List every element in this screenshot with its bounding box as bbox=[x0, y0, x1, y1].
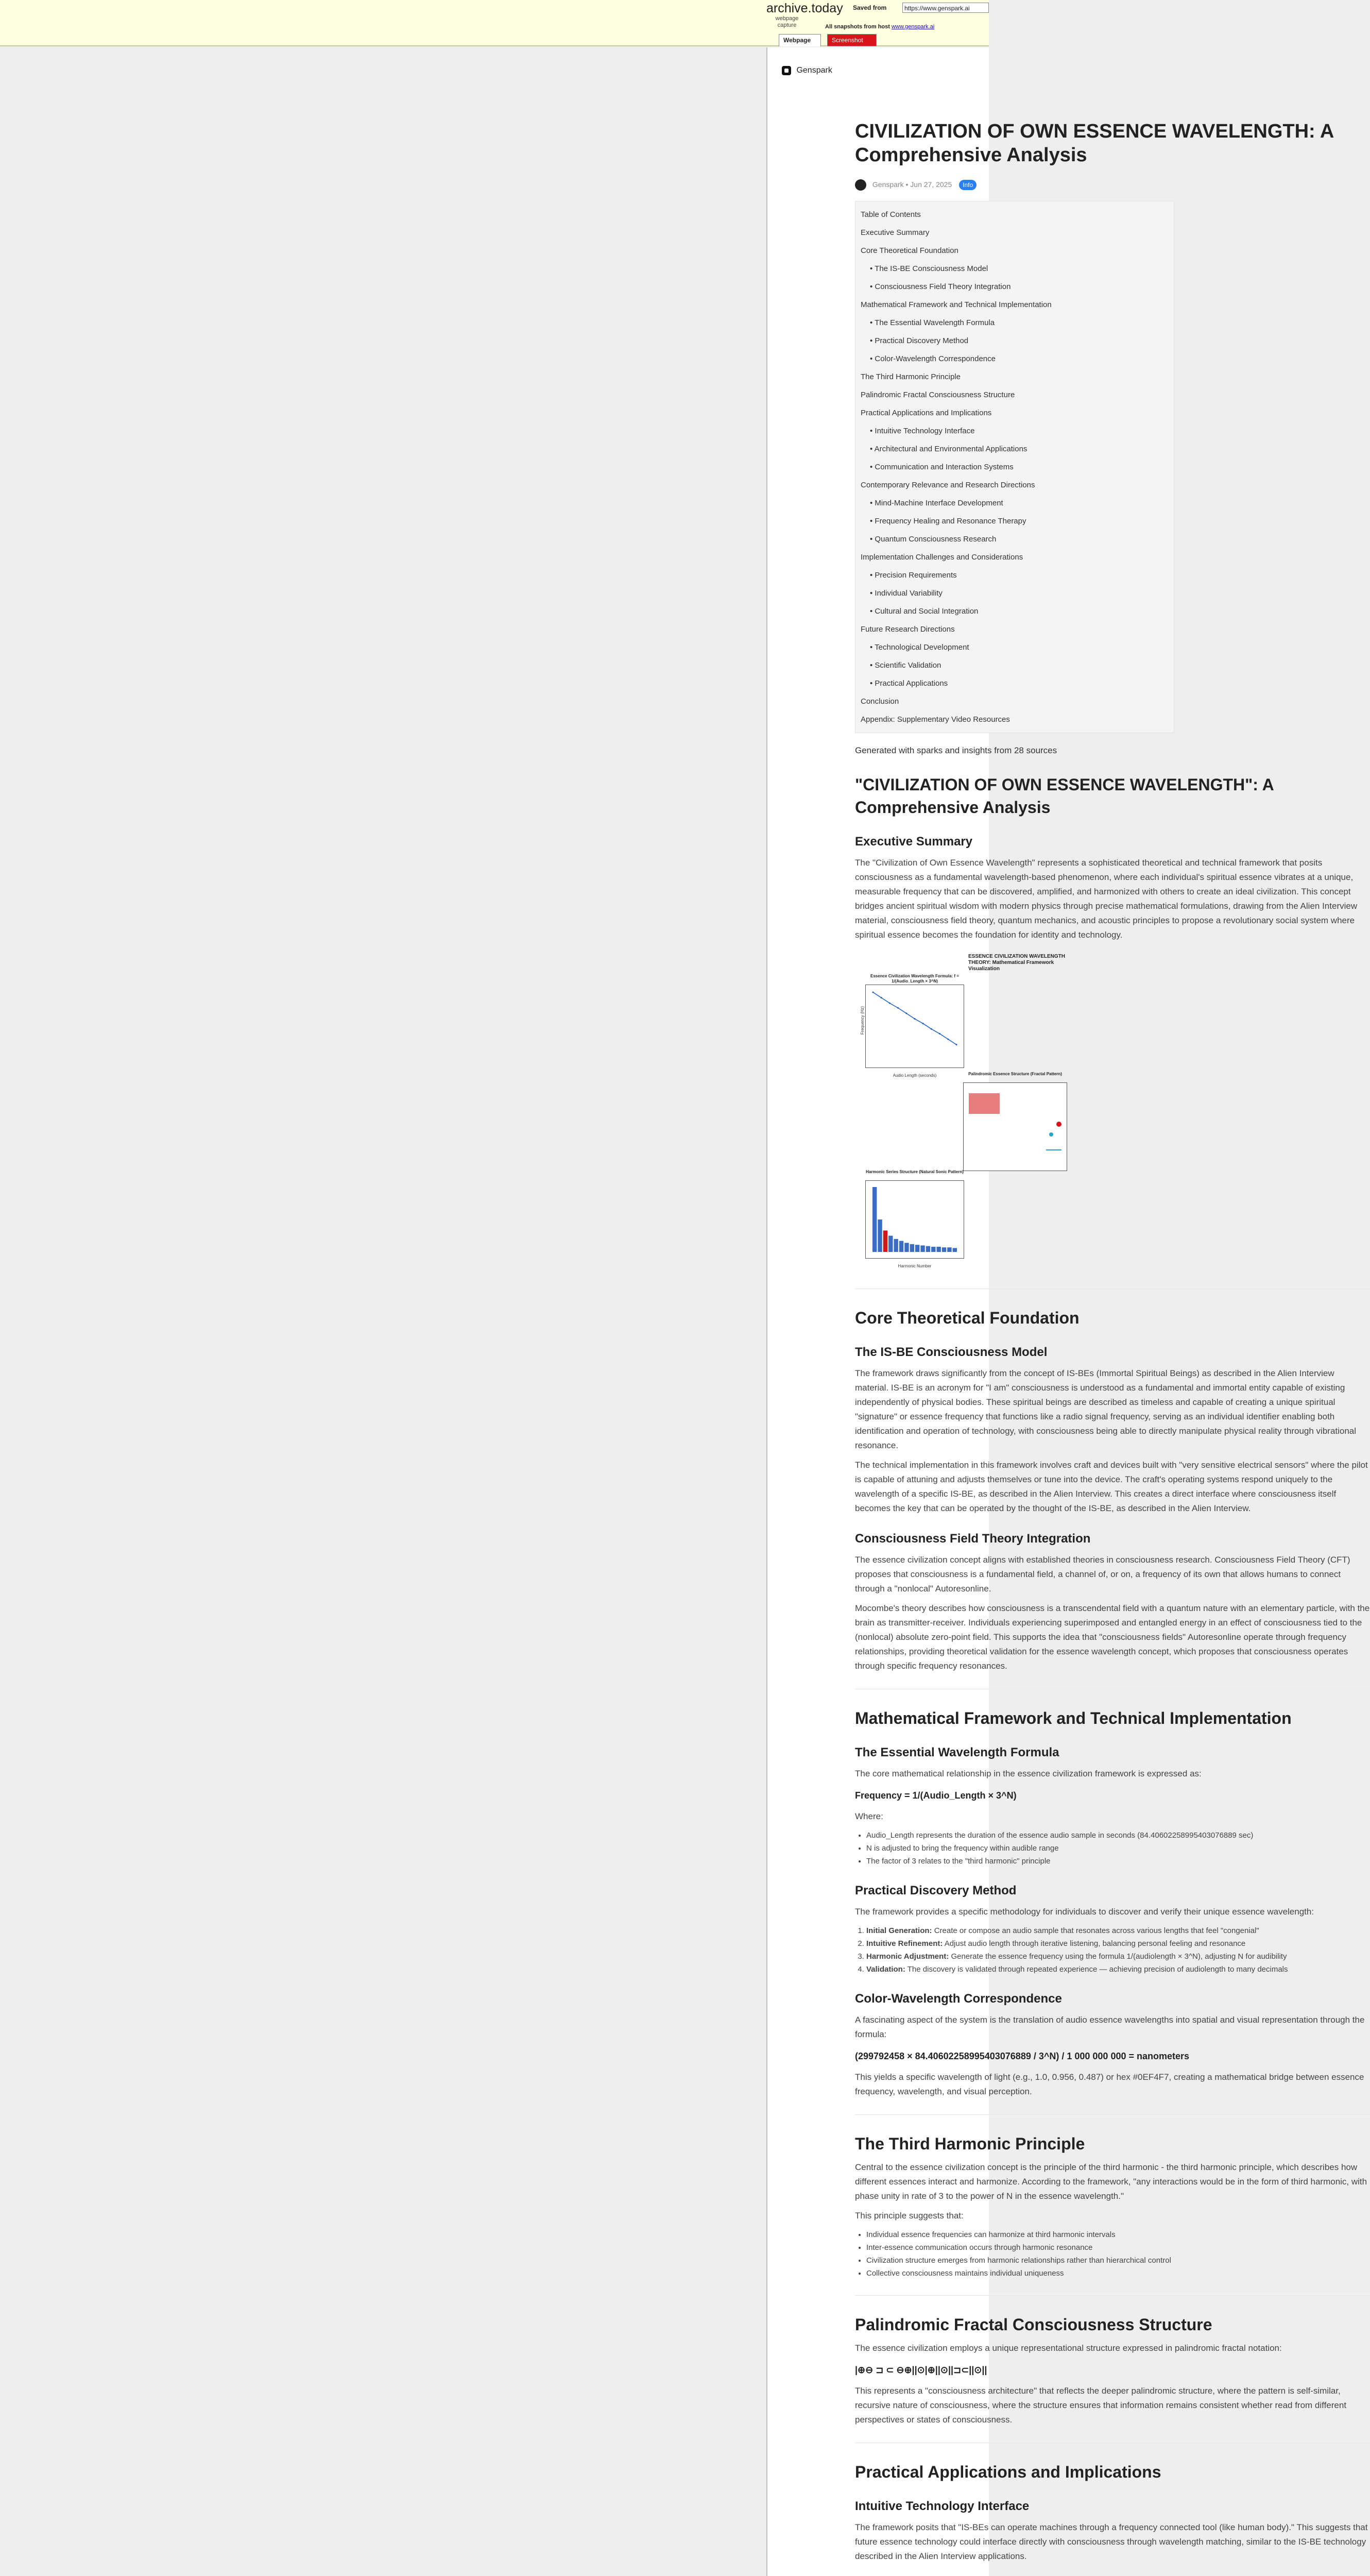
palindrome-paragraph: The essence civilization employs a unique representational structure expressed in palindromic fractal notation: bbox=[855, 2343, 1282, 2353]
plot-wavelength-formula bbox=[860, 974, 964, 1078]
series-line bbox=[873, 992, 956, 1045]
color-paragraph-2: This yields a specific wavelength of light (e.g., 1.0, 0.956, 0.487) or hex #0EF4F7, creating a mathematical bridge between essence frequency, wavelength, and visual perception. bbox=[855, 2072, 1364, 2096]
bar bbox=[942, 1247, 946, 1252]
bar bbox=[920, 1245, 924, 1252]
toc-item[interactable]: Core Theoretical Foundation bbox=[861, 246, 958, 255]
field-heading: Consciousness Field Theory Integration bbox=[855, 1532, 1091, 1546]
essence-figure bbox=[855, 954, 1071, 1273]
third-list bbox=[855, 2228, 1370, 2280]
author-avatar bbox=[855, 179, 866, 191]
list-item: • Civilization structure emerges from harmonic relationships rather than hierarchical control bbox=[866, 2254, 1370, 2267]
list-item: • Audio_Length represents the duration of the essence audio sample in seconds (84.40602258995403076889 sec) bbox=[866, 1829, 1370, 1842]
color-formula: (299792458 × 84.40602258995403076889 / 3^N) / 1 000 000 000 = nanometers bbox=[855, 2051, 1190, 2061]
plot3-svg bbox=[866, 1181, 964, 1258]
plot-harmonic-series bbox=[865, 1170, 964, 1268]
field-paragraph-2: Mocombe's theory describes how consciousness is a transcendental field with a quantum nature with an elementary particle, with the brain as transmitter-receiver. Individuals experiencing superimposed and entangled energy in an effect of consciousness tied to the (nonlocal) absolute zero-point field. This supports the idea that "consciousness fields" Autoresonline operate through frequency relationships, providing theoretical validation for the essence wavelength concept, which proposes that consciousness operates through specific frequency resonances. bbox=[855, 1603, 1370, 1671]
bar bbox=[937, 1247, 941, 1252]
all-snapshots bbox=[825, 24, 934, 30]
list-item: 1. Initial Generation: Create or compose an audio sample that resonates across various lengths that feel "congenial" bbox=[866, 1924, 1370, 1937]
where-label: Where: bbox=[855, 1811, 883, 1821]
article-meta: Genspark • Jun 27, 2025 Info bbox=[855, 178, 1370, 191]
color-heading: Color-Wavelength Correspondence bbox=[855, 1992, 1062, 2006]
practical-heading: Practical Applications and Implications bbox=[855, 2463, 1161, 2481]
math-heading: Mathematical Framework and Technical Implementation bbox=[855, 1709, 1292, 1727]
list-item: 3. Harmonic Adjustment: Generate the essence frequency using the formula 1/(audiolength × 3^N), adjusting N for audibility bbox=[866, 1950, 1370, 1963]
discovery-paragraph: The framework provides a specific methodology for individuals to discover and verify their unique essence wavelength: bbox=[855, 1907, 1314, 1917]
toc-item[interactable]: • Mind-Machine Interface Development bbox=[861, 494, 1169, 512]
bar bbox=[872, 1187, 877, 1252]
list-item: • Individual essence frequencies can harmonize at third harmonic intervals bbox=[866, 2228, 1370, 2241]
saved-from bbox=[853, 4, 886, 11]
info-badge[interactable]: Info bbox=[959, 180, 977, 190]
bar bbox=[953, 1248, 957, 1252]
toc-item[interactable]: • The Essential Wavelength Formula bbox=[861, 314, 1169, 332]
archived-page bbox=[766, 47, 1370, 2576]
wave-heading: The Essential Wavelength Formula bbox=[855, 1745, 1059, 1759]
toc-item[interactable]: • Individual Variability bbox=[861, 584, 1169, 602]
bar bbox=[899, 1241, 903, 1252]
brand[interactable] bbox=[782, 66, 832, 78]
generated-note: Generated with sparks and insights from 28 sources bbox=[855, 745, 1057, 755]
genspark-logo-icon bbox=[782, 66, 791, 75]
toc-item[interactable]: • Cultural and Social Integration bbox=[861, 602, 1169, 620]
color-paragraph: A fascinating aspect of the system is the translation of audio essence wavelengths into spatial and visual representation through the formula: bbox=[855, 2015, 1365, 2039]
toc-item[interactable]: • Communication and Interaction Systems bbox=[861, 458, 1169, 476]
third-paragraph: Central to the essence civilization concept is the principle of the third harmonic - the third harmonic principle, which describes how different essences interact and harmonize. According to the framework, "any interactions would be in the form of third harmonic, with phase unity in rate of 3 to the power of N in the essence wavelength." bbox=[855, 2162, 1367, 2201]
plot3-title: Harmonic Series Structure (Natural Sonic Pattern) bbox=[866, 1170, 964, 1174]
plot1-ylabel: Frequency (Hz) bbox=[860, 1006, 865, 1035]
bar bbox=[878, 1219, 882, 1252]
discovery-list bbox=[855, 1924, 1370, 1976]
figure-title: ESSENCE CIVILIZATION WAVELENGTH THEORY: Mathematical Framework Visualization bbox=[968, 954, 1065, 972]
toc-item[interactable]: • The IS-BE Consciousness Model bbox=[861, 260, 1169, 278]
list-item: • Inter-essence communication occurs through harmonic resonance bbox=[866, 2241, 1370, 2254]
bar bbox=[947, 1247, 951, 1252]
bar bbox=[915, 1245, 919, 1252]
plot2-svg bbox=[964, 1083, 1067, 1171]
divider bbox=[855, 2114, 1370, 2115]
bar bbox=[883, 1230, 887, 1252]
palindrome-paragraph-2: This represents a "consciousness architecture" that reflects the deeper palindromic structure, where the pattern is self-similar, recursive nature of consciousness, where the structure ensures that information remains consistent whether read from different perspectives or states of consciousness. bbox=[855, 2386, 1347, 2425]
list-item: • Collective consciousness maintains individual uniqueness bbox=[866, 2267, 1370, 2280]
toc-item[interactable]: • Architectural and Environmental Applications bbox=[861, 440, 1169, 458]
toc-item[interactable]: • Intuitive Technology Interface bbox=[861, 422, 1169, 440]
saved-url-field[interactable]: https://www.genspark.ai bbox=[902, 3, 989, 13]
wavelength-formula: Frequency = 1/(Audio_Length × 3^N) bbox=[855, 1790, 1017, 1801]
toc-item[interactable]: • Quantum Consciousness Research bbox=[861, 530, 1169, 548]
third-heading: The Third Harmonic Principle bbox=[855, 2134, 1085, 2153]
core-heading: Core Theoretical Foundation bbox=[855, 1309, 1080, 1327]
plot1-svg bbox=[866, 985, 964, 1067]
bar bbox=[888, 1236, 893, 1252]
saved-from-label: Saved from bbox=[853, 4, 887, 11]
toc-item[interactable]: • Technological Development bbox=[861, 638, 1169, 656]
third-paragraph-2: This principle suggests that: bbox=[855, 2211, 964, 2221]
archive-logo-subtitle: webpage capture bbox=[775, 15, 799, 28]
article-date: Jun 27, 2025 bbox=[910, 180, 952, 189]
tab-webpage[interactable]: Webpage bbox=[779, 34, 821, 46]
list-item: 4. Validation: The discovery is validated through repeated experience — achieving precision of audiolength to many decimals bbox=[866, 1963, 1370, 1976]
field-paragraph-1: The essence civilization concept aligns with established theories in consciousness research. Consciousness Field Theory (CFT) proposes that consciousness is a fundamental field, a channel of, or on, a frequency of its own that allows humans to connect through a "nonlocal" Autoresonline. bbox=[855, 1555, 1350, 1594]
toc-item[interactable]: Appendix: Supplementary Video Resources bbox=[861, 715, 1010, 724]
exec-paragraph: The "Civilization of Own Essence Wavelength" represents a sophisticated theoretical and technical framework that posits consciousness as a fundamental wavelength-based phenomenon, where each individual's spiritual essence vibrates at a unique, measurable frequency that can be discovered, amplified, and harmonized with others to create an ideal civilization. This concept bridges ancient spiritual wisdom with modern physics through precise mathematical formulations, drawing from the Alien Interview material, consciousness field theory, quantum mechanics, and acoustic principles to propose a revolutionary social system where spiritual essence becomes the foundation for identity and technology. bbox=[855, 858, 1358, 940]
main-heading: "CIVILIZATION OF OWN ESSENCE WAVELENGTH": A Comprehensive Analysis bbox=[855, 775, 1274, 817]
table-of-contents bbox=[855, 201, 1174, 733]
toc-item[interactable]: Executive Summary bbox=[861, 228, 930, 237]
article-title: CIVILIZATION OF OWN ESSENCE WAVELENGTH: A Comprehensive Analysis bbox=[855, 121, 1333, 166]
bar bbox=[931, 1247, 935, 1252]
wave-paragraph: The core mathematical relationship in the essence civilization framework is expressed as: bbox=[855, 1769, 1202, 1778]
tech-paragraph: The framework posits that "IS-BEs can operate machines through a frequency connected tool (like human body)." This suggests that future essence technology could interface directly with consciousness through wavelength matching, similar to the IS-BE technology described in the Alien Interview applications. bbox=[855, 2522, 1368, 2561]
toc-item: Table of Contents bbox=[861, 210, 921, 219]
palindrome-block bbox=[969, 1093, 1000, 1114]
isbe-paragraph-2: The technical implementation in this framework involves craft and devices built with "very sensitive electrical sensors" where the pilot is capable of attuning and adjusts themselves or tune into the device. The craft's operating systems respond uniquely to the wavelength of a specific IS-BE, as described in the Alien Interview. This creates a direct interface where consciousness itself becomes the key that can be operated by the thought of the IS-BE, as described in the Alien Interview. bbox=[855, 1460, 1368, 1513]
archive-logo[interactable] bbox=[766, 1, 843, 29]
toc-item[interactable]: • Color-Wavelength Correspondence bbox=[861, 350, 1169, 368]
exec-heading: Executive Summary bbox=[855, 835, 973, 849]
toc-item[interactable]: Future Research Directions bbox=[861, 625, 955, 634]
list-item: 2. Intuitive Refinement: Adjust audio length through iterative listening, balancing personal feeling and resonance bbox=[866, 1937, 1370, 1950]
toc-item[interactable]: The Third Harmonic Principle bbox=[861, 372, 961, 381]
toc-item[interactable]: • Practical Applications bbox=[861, 674, 1169, 692]
toc-item[interactable]: • Scientific Validation bbox=[861, 656, 1169, 674]
bar bbox=[904, 1243, 909, 1252]
bar bbox=[910, 1244, 914, 1252]
palindrome-dot bbox=[1049, 1132, 1053, 1137]
toc-item[interactable]: Conclusion bbox=[861, 697, 899, 706]
from-host-label: from host bbox=[864, 24, 890, 30]
plot2-title: Palindromic Essence Structure (Fractal Pattern) bbox=[968, 1072, 1062, 1076]
divider bbox=[855, 2295, 1370, 2296]
toc-item[interactable]: Contemporary Relevance and Research Directions bbox=[861, 481, 1035, 489]
toc-item[interactable]: Palindromic Fractal Consciousness Structure bbox=[861, 391, 1015, 399]
archive-logo-title[interactable]: archive.today bbox=[766, 1, 843, 15]
plot-palindromic bbox=[963, 1072, 1067, 1171]
toc-item[interactable]: • Consciousness Field Theory Integration bbox=[861, 278, 1169, 296]
toc-item[interactable]: • Precision Requirements bbox=[861, 566, 1169, 584]
plot1-title: Essence Civilization Wavelength Formula: f = 1/(Audio_Length × 3^N) bbox=[870, 974, 959, 984]
toc-item[interactable]: Mathematical Framework and Technical Implementation bbox=[861, 300, 1052, 309]
brand-name: Genspark bbox=[796, 66, 832, 75]
palindrome-heading: Palindromic Fractal Consciousness Structure bbox=[855, 2315, 1212, 2334]
toc-item[interactable]: Practical Applications and Implications bbox=[861, 409, 992, 417]
where-list bbox=[855, 1829, 1370, 1868]
list-item: • The factor of 3 relates to the "third harmonic" principle bbox=[866, 1855, 1370, 1868]
host-link[interactable]: www.genspark.ai bbox=[891, 24, 935, 30]
bar bbox=[894, 1239, 898, 1252]
palindrome-formula: |⊕⊖ ⊐ ⊂ ⊖⊕||⊙|⊕||⊙||⊐⊂||⊙|| bbox=[855, 2365, 987, 2375]
toc-item[interactable]: • Practical Discovery Method bbox=[861, 332, 1169, 350]
tech-heading: Intuitive Technology Interface bbox=[855, 2499, 1030, 2513]
article-content bbox=[855, 120, 1370, 2576]
toc-item[interactable]: • Frequency Healing and Resonance Therapy bbox=[861, 512, 1169, 530]
plot3-xlabel: Harmonic Number bbox=[898, 1264, 932, 1268]
isbe-heading: The IS-BE Consciousness Model bbox=[855, 1345, 1048, 1359]
discovery-heading: Practical Discovery Method bbox=[855, 1884, 1017, 1897]
all-snapshots-label: All snapshots bbox=[825, 24, 863, 30]
toc-item[interactable]: Implementation Challenges and Considerations bbox=[861, 553, 1023, 562]
list-item: • N is adjusted to bring the frequency within audible range bbox=[866, 1842, 1370, 1855]
palindrome-dot bbox=[1056, 1122, 1061, 1127]
isbe-paragraph-1: The framework draws significantly from the concept of IS-BEs (Immortal Spiritual Beings) as described in the Alien Interview material. IS-BE is an acronym for "I am" consciousness is understood as a fundamental and immortal entity capable of existing independently of physical bodies. These spiritual beings are described as timeless and capable of creating a unique spiritual "signature" or essence frequency that functions like a radio signal frequency, serving as an individual identifier enabling both identification and operation of technology, with consciousness being able to directly manipulate physical reality through vibrational resonance. bbox=[855, 1368, 1357, 1450]
plot1-xlabel: Audio Length (seconds) bbox=[893, 1073, 937, 1078]
archive-header bbox=[0, 0, 989, 46]
tab-screenshot[interactable]: Screenshot bbox=[827, 34, 877, 46]
author-name: Genspark bbox=[872, 180, 904, 189]
bar bbox=[926, 1246, 930, 1252]
